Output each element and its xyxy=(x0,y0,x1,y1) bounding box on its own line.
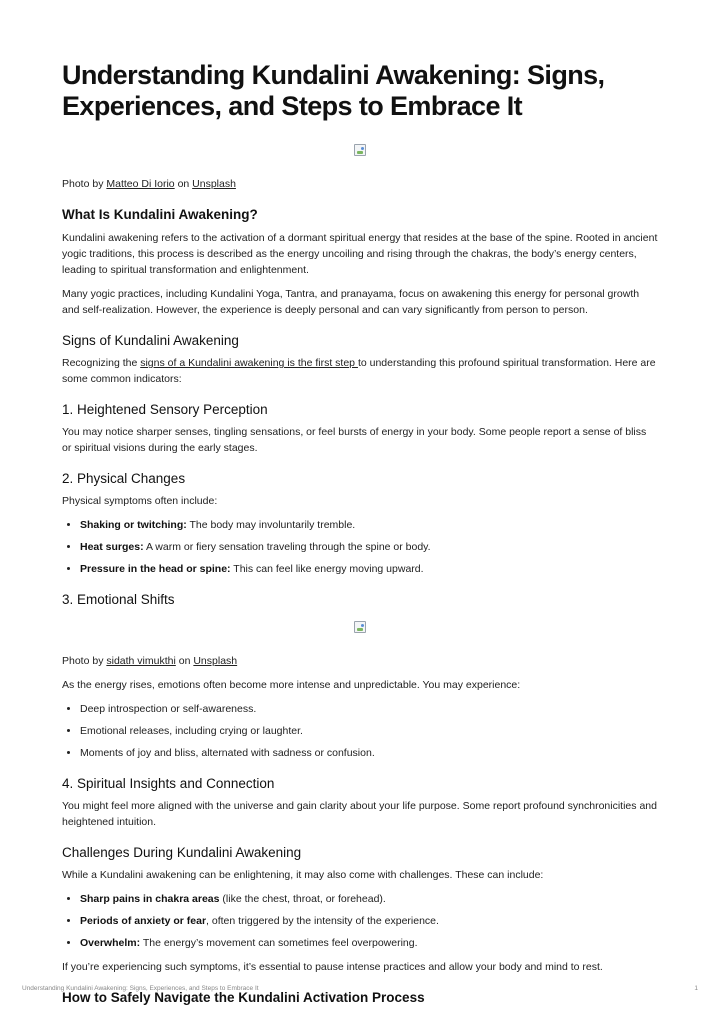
item-bold: Overwhelm: xyxy=(80,937,141,949)
section-heading: 2. Physical Changes xyxy=(62,471,186,486)
list-item xyxy=(80,913,658,929)
list-item xyxy=(80,539,658,555)
item-bold: Heat surges: xyxy=(80,541,144,553)
paragraph: As the energy rises, emotions often become more intense and unpredictable. You may experience: xyxy=(62,679,521,691)
section-heading: Signs of Kundalini Awakening xyxy=(62,333,239,348)
broken-image-icon xyxy=(354,621,366,633)
challenges-list xyxy=(62,891,658,951)
item-text: , often triggered by the intensity of the experience. xyxy=(206,915,439,927)
paragraph: Physical symptoms often include: xyxy=(62,495,218,507)
section-heading: 4. Spiritual Insights and Connection xyxy=(62,776,275,791)
paragraph: Many yogic practices, including Kundalini Yoga, Tantra, and pranayama, focus on awakening this energy for personal growth and self-realization. However, the experience is deeply personal and can vary significantly from person to person. xyxy=(62,288,640,316)
broken-image-icon xyxy=(354,144,366,156)
credit-mid: on xyxy=(174,178,193,190)
paragraph: If you’re experiencing such symptoms, it’s essential to pause intense practices and allow your body and mind to rest. xyxy=(62,961,603,973)
item-bold: Sharp pains in chakra areas xyxy=(80,893,220,905)
section-heading: 3. Emotional Shifts xyxy=(62,592,175,607)
section-heading: How to Safely Navigate the Kundalini Activation Process xyxy=(62,990,425,1005)
article xyxy=(62,60,658,1013)
section-heading: 1. Heightened Sensory Perception xyxy=(62,402,268,417)
item-text: The body may involuntarily tremble. xyxy=(186,519,356,531)
section-heading: What Is Kundalini Awakening? xyxy=(62,207,258,222)
list-item: • Deep introspection or self-awareness. xyxy=(80,701,658,717)
page-footer xyxy=(22,985,698,992)
image-placeholder xyxy=(62,144,658,158)
paragraph: You might feel more aligned with the universe and gain clarity about your life purpose. Some report profound synchronicities and heightened intuition. xyxy=(62,800,657,828)
credit-mid: on xyxy=(175,655,194,667)
paragraph: You may notice sharper senses, tingling sensations, or feel bursts of energy in your body. Some people report a sense of bliss or spiritual visions during the early stages. xyxy=(62,426,647,454)
list-item xyxy=(80,935,658,951)
list-item: • Emotional releases, including crying or laughter. xyxy=(80,723,658,739)
list-item xyxy=(80,561,658,577)
photo-credit xyxy=(62,653,658,669)
item-text: This can feel like energy moving upward. xyxy=(230,563,424,575)
section-heading: Challenges During Kundalini Awakening xyxy=(62,845,302,860)
photographer-link[interactable]: Matteo Di Iorio xyxy=(106,178,175,190)
section-what-is xyxy=(62,206,658,318)
credit-prefix: Photo by xyxy=(62,655,107,667)
unsplash-link[interactable]: Unsplash xyxy=(192,178,236,190)
paragraph: Kundalini awakening refers to the activation of a dormant spiritual energy that resides at the base of the spine. Rooted in ancient yogic traditions, this process is described as the energy uncoiling and rising through the chakras, the body’s energy centers, leading to spiritual transformation and enlightenment. xyxy=(62,232,658,276)
list-item: • Moments of joy and bliss, alternated with sadness or confusion. xyxy=(80,745,658,761)
text: to understanding this profound spiritual transformation. Here are some common indicators: xyxy=(62,357,656,385)
physical-list xyxy=(62,517,658,577)
page-number: 1 xyxy=(694,985,698,992)
paragraph: While a Kundalini awakening can be enlightening, it may also come with challenges. These can include: xyxy=(62,869,544,881)
section-sensory xyxy=(62,401,658,456)
section-challenges xyxy=(62,844,658,975)
item-text: The energy’s movement can sometimes feel overpowering. xyxy=(140,937,418,949)
item-bold: Periods of anxiety or fear xyxy=(80,915,207,927)
item-text: (like the chest, throat, or forehead). xyxy=(219,893,386,905)
photographer-link[interactable]: sidath vimukthi xyxy=(106,655,176,667)
footer-title: Understanding Kundalini Awakening: Signs, Experiences, and Steps to Embrace It xyxy=(22,985,259,992)
signs-link[interactable]: signs of a Kundalini awakening is the first step xyxy=(140,357,358,369)
page-title: Understanding Kundalini Awakening: Signs, Experiences, and Steps to Embrace It xyxy=(62,60,605,121)
unsplash-link[interactable]: Unsplash xyxy=(193,655,238,667)
item-text: A warm or fiery sensation traveling through the spine or body. xyxy=(143,541,431,553)
text: Recognizing the xyxy=(62,357,141,369)
list-item xyxy=(80,517,658,533)
section-emotional xyxy=(62,591,658,761)
photo-credit xyxy=(62,176,658,192)
credit-prefix: Photo by xyxy=(62,178,107,190)
item-bold: Pressure in the head or spine: xyxy=(80,563,231,575)
section-physical xyxy=(62,470,658,577)
image-placeholder xyxy=(62,621,658,635)
section-signs xyxy=(62,332,658,387)
list-item xyxy=(80,891,658,907)
item-bold: Shaking or twitching: xyxy=(80,519,187,531)
section-spiritual xyxy=(62,775,658,830)
emotional-list xyxy=(62,701,658,761)
paragraph xyxy=(62,355,658,387)
